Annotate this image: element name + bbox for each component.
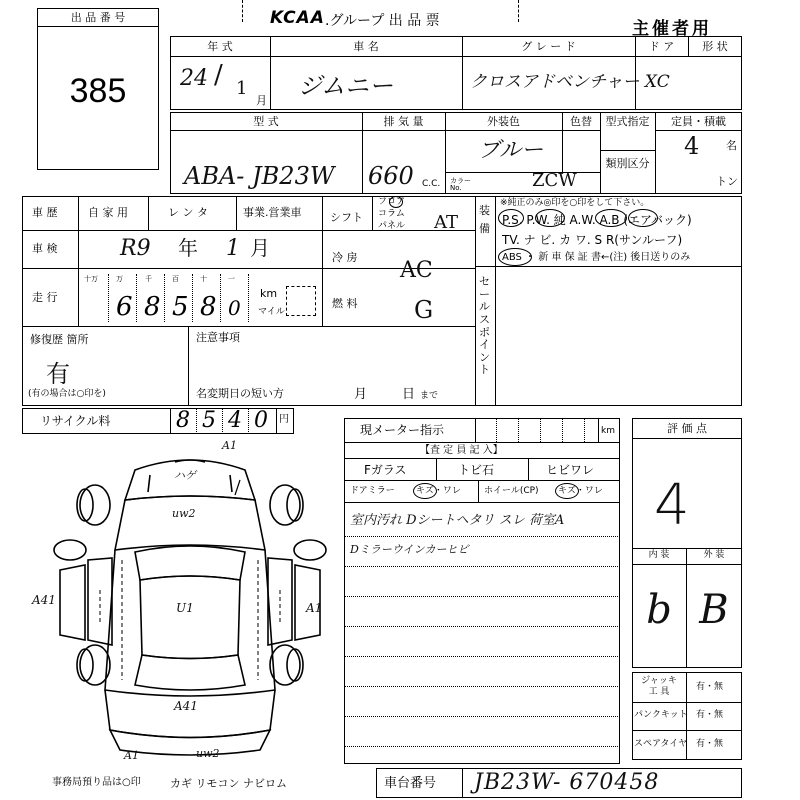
recycle-digit: 5 xyxy=(202,408,216,433)
exterior-label: 外 装 xyxy=(703,550,725,560)
business-option: 事業.営業車 xyxy=(243,206,302,219)
copy-type: 主催者用 xyxy=(632,19,712,39)
grade-label: グ レ ー ド xyxy=(521,40,576,53)
yen-label: 円 xyxy=(279,414,289,425)
mark-bottom: uw2 xyxy=(196,747,220,760)
repair-value: 有 xyxy=(46,360,70,388)
model-value: ABA- JB23W xyxy=(184,162,335,190)
equipment-label: 装 備 xyxy=(479,204,490,235)
lot-number: 385 xyxy=(69,72,127,110)
office-items: カギ リモコン ナビロム xyxy=(170,777,287,790)
doors-label: ド ア xyxy=(648,40,675,53)
recycle-digit: 4 xyxy=(228,408,242,433)
unit-10k: 万 xyxy=(116,275,123,283)
mark-roof: U1 xyxy=(176,601,194,615)
equipment-note: ※純正のみ◎印を○印をして下さい。 xyxy=(500,198,650,208)
year-month-label: 月 xyxy=(256,94,267,107)
equipment-line-2: TV. ナ ビ. カ ワ. S R(サンルーフ) xyxy=(502,233,683,247)
meter-km: km xyxy=(601,426,615,436)
mileage-digit: 0 xyxy=(228,296,241,320)
unit-100: 百 xyxy=(172,275,179,283)
color-label: 外装色 xyxy=(487,115,520,128)
glass-label: Fガラス xyxy=(364,463,407,477)
wheel-label: ホイール(CP) xyxy=(484,486,539,496)
unit-100k: 十万 xyxy=(84,275,98,283)
inspector-note-1: 室内汚れ Dシートヘタリ スレ 荷室A xyxy=(350,513,565,528)
category-label: 類別区分 xyxy=(605,157,650,170)
year-label: 年 式 xyxy=(207,40,233,53)
expiry-month: 月 xyxy=(354,387,368,402)
meter-label: 現メーター指示 xyxy=(360,423,445,437)
sheet-title: .グループ 出 品 票 xyxy=(325,13,440,29)
unit-1: 一 xyxy=(228,275,235,283)
rental-option: レ ン タ xyxy=(168,206,208,219)
mileage-label: 走 行 xyxy=(32,291,58,304)
capacity-value: 4 xyxy=(684,132,700,160)
car-name-value: ジムニー xyxy=(298,72,394,100)
fuel-label: 燃 料 xyxy=(332,297,358,310)
color-no-label: カラー No. xyxy=(450,177,471,192)
capacity-unit: 名 xyxy=(726,139,737,152)
interior-score: b xyxy=(646,587,672,633)
year-month-value: 1 xyxy=(236,78,248,99)
unit-1k: 千 xyxy=(145,275,152,283)
lot-number-label: 出 品 番 号 xyxy=(70,11,126,24)
score-value: 4 xyxy=(654,473,690,538)
interior-label: 内 装 xyxy=(648,550,670,560)
private-use-option: 自 家 用 xyxy=(88,206,128,219)
mileage-digit: 6 xyxy=(116,292,133,322)
notes-label: 注意事項 xyxy=(196,331,240,344)
jack-label: ジャッキ 工 具 xyxy=(641,676,677,698)
jack-yesno: 有・無 xyxy=(696,682,724,692)
body-type-label: 形 状 xyxy=(702,40,728,53)
car-name-label: 車 名 xyxy=(353,40,379,53)
mark-top: A1 xyxy=(222,439,237,452)
inspection-era: R9 xyxy=(120,236,151,261)
shift-label: シフト xyxy=(330,211,363,224)
shift-panel: パネル xyxy=(378,221,406,231)
wheel-options: キズ・ワレ xyxy=(558,486,603,496)
office-note: 事務局預り品は○印 xyxy=(52,777,141,788)
inspection-year-label: 年 xyxy=(178,236,198,260)
repair-label: 修復歴 箇所 xyxy=(30,333,89,346)
auction-brand: KCAA xyxy=(270,8,325,28)
chassis-label: 車台番号 xyxy=(384,776,437,791)
chip-label: トビ石 xyxy=(458,463,495,477)
mark-right: A1 xyxy=(306,601,323,615)
model-designation-label: 型式指定 xyxy=(605,115,650,128)
mark-left: A41 xyxy=(32,593,56,607)
expiry-label: 名変期日の短い方 xyxy=(196,387,284,400)
equipment-line-3: ABS ・ 新 車 保 証 書←(注) 後日送りのみ xyxy=(502,252,691,263)
recycle-digit: 0 xyxy=(254,408,268,433)
color-change-label: 色替 xyxy=(570,115,592,128)
aircon-value: AC xyxy=(400,258,433,283)
inspection-label: 車 検 xyxy=(32,242,58,255)
expiry-until: まで xyxy=(420,391,439,401)
inspection-month: 1 xyxy=(226,236,240,261)
mile-label: マイル xyxy=(258,307,285,317)
recycle-digit: 8 xyxy=(176,408,190,433)
unit-10: 十 xyxy=(200,275,207,283)
mileage-digit: 8 xyxy=(144,292,161,322)
crack-label: ヒビワレ xyxy=(546,463,595,477)
km-label: km xyxy=(260,287,278,300)
load-unit: トン xyxy=(716,175,738,188)
recycle-label: リサイクル料 xyxy=(40,414,111,428)
equipment-line-1: P.S. P.W. 純 A.W. A.B (エアバック) xyxy=(502,213,692,227)
exterior-score: B xyxy=(699,587,729,633)
inspector-note-2: Dミラーウインカーヒビ xyxy=(350,543,469,556)
model-label: 型 式 xyxy=(253,115,279,128)
score-label: 評 価 点 xyxy=(667,422,707,435)
puncture-yesno: 有・無 xyxy=(696,710,724,720)
spare-label: スペアタイヤ xyxy=(634,739,688,749)
aircon-label: 冷 房 xyxy=(332,251,358,264)
inspection-month-label: 月 xyxy=(250,236,270,260)
mark-rear: A41 xyxy=(174,699,198,713)
puncture-label: パンクキット xyxy=(634,710,688,720)
shift-floor: フロア xyxy=(378,197,406,207)
color-value: ブルー xyxy=(478,138,544,163)
shift-column: コラム xyxy=(378,209,405,219)
fuel-value: G xyxy=(414,296,434,324)
cc-label: C.C. xyxy=(422,179,441,189)
repair-note: (有の場合は○印を) xyxy=(28,389,106,399)
door-mirror-label: ドアミラー xyxy=(350,486,395,496)
shift-value: AT xyxy=(434,212,459,233)
expiry-day: 日 xyxy=(402,387,416,402)
capacity-label: 定員・積載 xyxy=(671,115,726,128)
door-mirror-options: キズ・ワレ xyxy=(416,486,461,496)
mile-checkbox xyxy=(286,286,316,316)
displacement-value: 660 xyxy=(368,162,414,190)
history-label: 車 歴 xyxy=(32,206,58,219)
chassis-number: JB23W- 670458 xyxy=(474,770,660,795)
grade-value: クロスアドベンチャー XC xyxy=(470,72,670,92)
sales-point-label: セールスポイント xyxy=(479,275,490,377)
mark-bottom-left: A1 xyxy=(124,749,139,762)
mileage-digit: 5 xyxy=(172,292,189,322)
mark-front: ハゲ xyxy=(174,469,196,482)
spare-yesno: 有・無 xyxy=(696,739,724,749)
mileage-digit: 8 xyxy=(200,292,217,322)
mark-hood: uw2 xyxy=(172,507,196,520)
year-value: 24 xyxy=(180,66,208,91)
color-no-value: ZCW xyxy=(532,170,577,191)
inspector-heading: 【査 定 員 記 入】 xyxy=(420,445,503,456)
displacement-label: 排 気 量 xyxy=(383,115,424,128)
